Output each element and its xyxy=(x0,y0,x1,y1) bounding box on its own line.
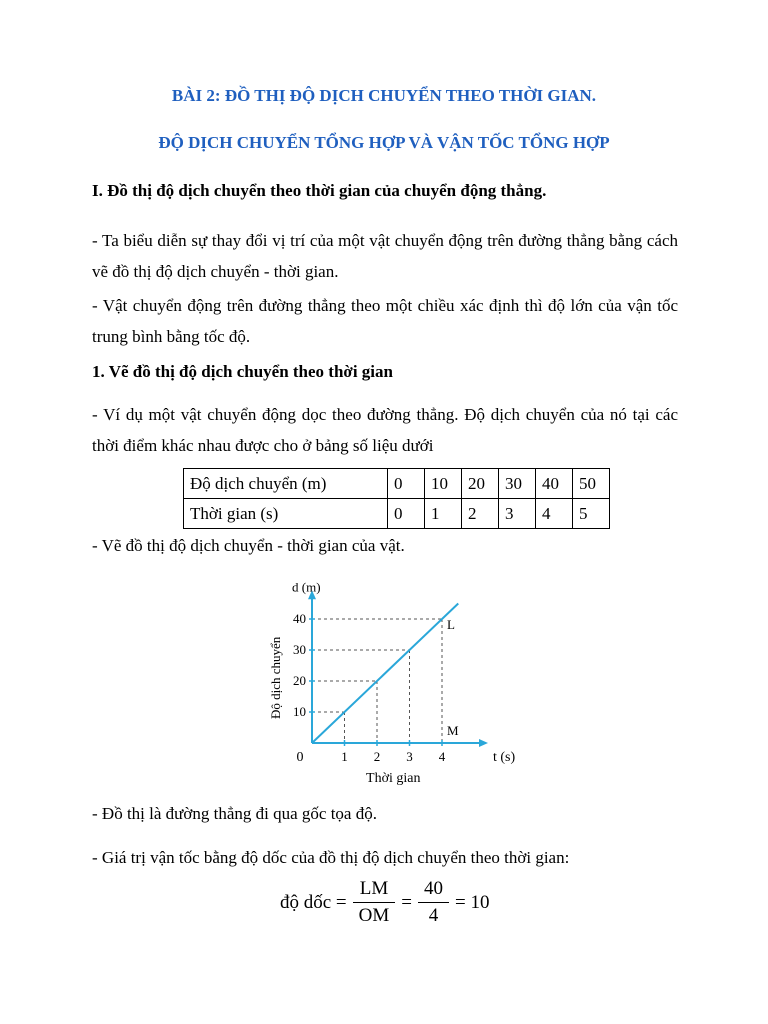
point-label-l: L xyxy=(447,617,455,632)
y-tick-label: 20 xyxy=(293,673,306,688)
origin-label: 0 xyxy=(296,750,304,765)
x-axis-title: Thời gian xyxy=(366,771,421,786)
paragraph-3: - Ví dụ một vật chuyển động dọc theo đường thẳng. Độ dịch chuyển của nó tại các thời điểm khác nhau được cho ở bảng số liệu dưới xyxy=(92,405,678,455)
table-cell: 20 xyxy=(462,469,499,499)
table-cell: 0 xyxy=(388,499,425,529)
lesson-title: BÀI 2: ĐỒ THỊ ĐỘ DỊCH CHUYỂN THEO THỜI GIAN. xyxy=(171,86,597,105)
fraction-numerator: LM xyxy=(359,878,389,899)
section-heading: I. Đồ thị độ dịch chuyển theo thời gian của chuyển động thẳng. xyxy=(92,181,547,200)
table-cell: 0 xyxy=(388,469,425,499)
formula-equals: = xyxy=(401,891,412,913)
series-line xyxy=(312,604,458,744)
y-tick-label: 10 xyxy=(293,704,306,719)
fraction-numerator: 40 xyxy=(424,878,443,899)
table-cell: 10 xyxy=(425,469,462,499)
x-axis-arrow-icon xyxy=(479,739,488,747)
paragraph-6: - Giá trị vận tốc bằng độ dốc của đồ thị độ dịch chuyển theo thời gian: xyxy=(92,848,570,867)
formula-result: = 10 xyxy=(455,891,490,913)
table-cell: 4 xyxy=(536,499,573,529)
table-cell: 50 xyxy=(573,469,610,499)
fraction-40-4 xyxy=(418,876,449,929)
x-axis-unit-label: t (s) xyxy=(493,750,516,765)
table-row xyxy=(184,469,610,499)
displacement-time-chart xyxy=(262,570,516,786)
lesson-subtitle: ĐỘ DỊCH CHUYỂN TỔNG HỢP VÀ VẬN TỐC TỔNG HỢP xyxy=(158,133,610,152)
subheading: 1. Vẽ đồ thị độ dịch chuyển theo thời gian xyxy=(92,362,393,381)
table-cell: Thời gian (s) xyxy=(184,499,388,529)
slope-formula xyxy=(280,876,489,929)
y-tick-label: 40 xyxy=(293,611,306,626)
y-axis-side-label: Độ dịch chuyển xyxy=(268,636,283,720)
table-cell: 3 xyxy=(499,499,536,529)
table-cell: 40 xyxy=(536,469,573,499)
fraction-lm-om xyxy=(353,876,396,929)
table-cell: 2 xyxy=(462,499,499,529)
y-tick-label: 30 xyxy=(293,642,306,657)
paragraph-4: - Vẽ đồ thị độ dịch chuyển - thời gian của vật. xyxy=(92,536,405,555)
y-axis-title: d (m) xyxy=(292,579,321,595)
paragraph-5: - Đồ thị là đường thẳng đi qua gốc tọa độ. xyxy=(92,804,377,823)
paragraph-2: - Vật chuyển động trên đường thẳng theo một chiều xác định thì độ lớn của vận tốc trung bình bằng tốc độ. xyxy=(92,296,678,346)
table-cell: 1 xyxy=(425,499,462,529)
paragraph-1: - Ta biểu diễn sự thay đổi vị trí của một vật chuyển động trên đường thẳng bằng cách vẽ đồ thị độ dịch chuyển - thời gian. xyxy=(92,231,678,281)
x-tick-label: 4 xyxy=(438,749,446,764)
table-cell: 30 xyxy=(499,469,536,499)
formula-lhs: độ dốc = xyxy=(280,891,347,913)
x-tick-label: 2 xyxy=(373,749,381,764)
x-tick-label: 3 xyxy=(406,749,413,764)
table-cell: Độ dịch chuyển (m) xyxy=(184,469,388,499)
data-table xyxy=(183,468,610,529)
table-cell: 5 xyxy=(573,499,610,529)
point-label-m: M xyxy=(447,723,459,738)
fraction-denominator: 4 xyxy=(428,905,439,926)
x-tick-label: 1 xyxy=(341,749,348,764)
table-row xyxy=(184,499,610,529)
fraction-denominator: OM xyxy=(358,905,390,926)
